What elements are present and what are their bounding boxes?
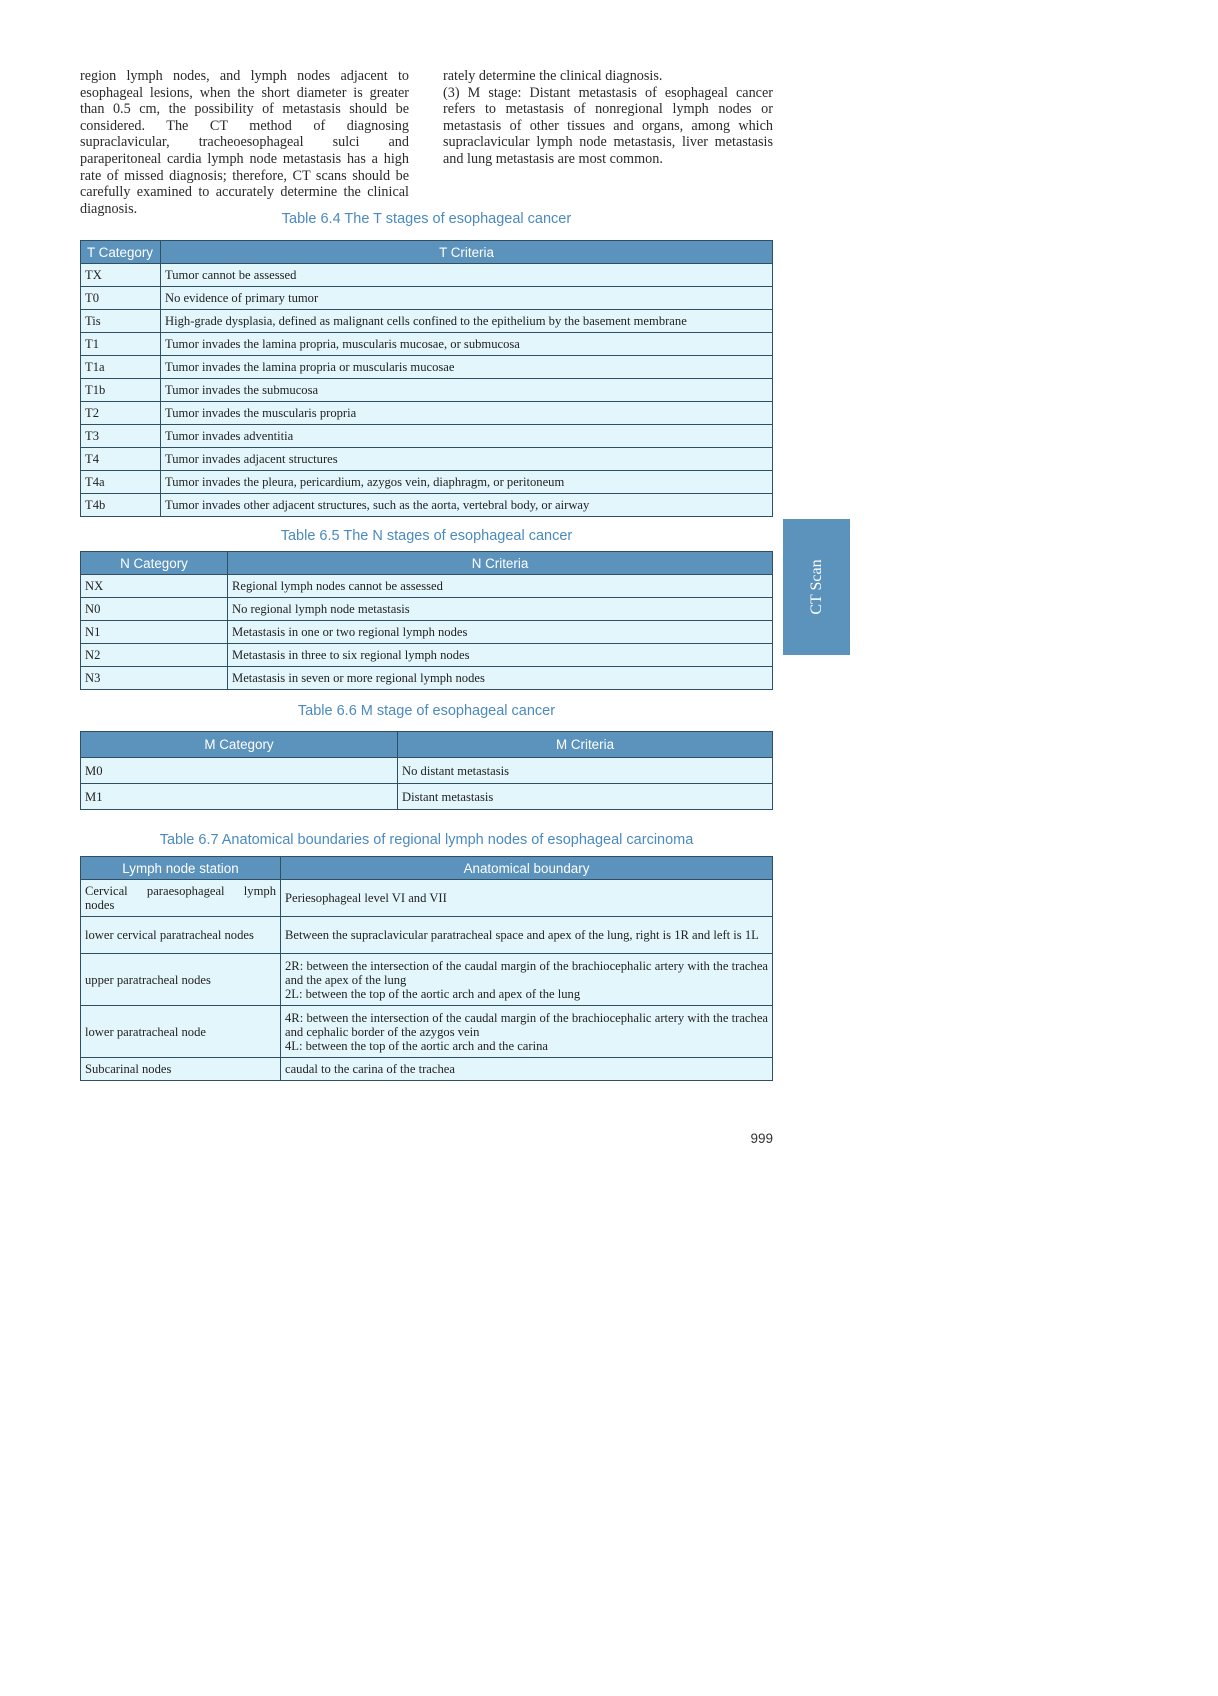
m-category-header: M Category (81, 732, 398, 758)
t-stage-row (81, 402, 773, 425)
lymph-node-row (81, 1058, 773, 1081)
left-paragraph: region lymph nodes, and lymph nodes adjacent to esophageal lesions, when the short diameter is greater than 0.5 cm, the possibility of metastasis should be considered. The CT method of diagnosing supraclavicular, tracheoesophageal sulci and paraperitoneal cardia lymph node metastasis has a high rate of missed diagnosis; therefore, CT scans should be carefully examined to accurately determine the clinical diagnosis. (80, 68, 409, 217)
m-stage-paragraph: (3) M stage: Distant metastasis of esophageal cancer refers to metastasis of nonregional lymph nodes or metastasis of other tissues and organs, among which supraclavicular lymph node metastasis, liver metastasis and lung metastasis are most common. (443, 84, 773, 167)
t-stage-row (81, 379, 773, 402)
table-6-6-caption: Table 6.6 M stage of esophageal cancer (297, 703, 556, 719)
t-stage-criteria-cell: No evidence of primary tumor (161, 287, 773, 310)
t-stage-criteria-cell: Tumor invades the lamina propria, muscularis mucosae, or submucosa (161, 333, 773, 356)
t-stage-category-cell: T0 (81, 287, 161, 310)
lymph-node-row (81, 1006, 773, 1058)
m-stage-criteria-cell: No distant metastasis (398, 758, 773, 784)
t-stage-row (81, 310, 773, 333)
n-stage-row (81, 667, 773, 690)
n-stage-criteria-cell: Regional lymph nodes cannot be assessed (228, 575, 773, 598)
right-paragraph (443, 68, 773, 85)
m-stage-category-cell: M1 (81, 784, 398, 810)
t-stage-criteria-cell: Tumor invades adventitia (161, 425, 773, 448)
lymph-station-cell: upper paratracheal nodes (81, 954, 281, 1006)
boundary-line: 4R: between the intersection of the caudal margin of the brachiocephalic artery with the trachea and cephalic border of the azygos vein (285, 1010, 768, 1039)
n-stage-row (81, 644, 773, 667)
t-stage-row (81, 356, 773, 379)
t-stage-criteria-cell: Tumor invades the submucosa (161, 379, 773, 402)
n-stage-row (81, 621, 773, 644)
boundary-line: Periesophageal level VI and VII (285, 891, 447, 905)
t-stage-table (80, 240, 773, 517)
n-stage-criteria-cell: Metastasis in seven or more regional lymph nodes (228, 667, 773, 690)
boundary-line: caudal to the carina of the trachea (285, 1062, 455, 1076)
n-stage-category-cell: N3 (81, 667, 228, 690)
ct-scan-side-tab (783, 519, 850, 655)
side-tab-label: CT Scan (807, 559, 825, 615)
t-category-header: T Category (81, 241, 161, 264)
n-stage-category-cell: N0 (81, 598, 228, 621)
n-stage-criteria-cell: No regional lymph node metastasis (228, 598, 773, 621)
n-stage-category-cell: N2 (81, 644, 228, 667)
n-stage-category-cell: NX (81, 575, 228, 598)
m-stage-table (80, 731, 773, 810)
t-stage-category-cell: TX (81, 264, 161, 287)
t-stage-category-cell: T1a (81, 356, 161, 379)
lymph-station-header: Lymph node station (81, 857, 281, 880)
t-stage-criteria-cell: Tumor invades the pleura, pericardium, azygos vein, diaphragm, or peritoneum (161, 471, 773, 494)
t-stage-category-cell: T1 (81, 333, 161, 356)
table-6-4-caption: Table 6.4 The T stages of esophageal cancer (281, 211, 572, 227)
n-stage-row (81, 598, 773, 621)
t-criteria-header: T Criteria (161, 241, 773, 264)
lymph-node-row (81, 880, 773, 917)
n-stage-criteria-cell: Metastasis in one or two regional lymph nodes (228, 621, 773, 644)
m-stage-row (81, 784, 773, 810)
t-stage-category-cell: T4a (81, 471, 161, 494)
boundary-line: 2R: between the intersection of the caudal margin of the brachiocephalic artery with the trachea and the apex of the lung (285, 958, 768, 987)
n-category-header: N Category (81, 552, 228, 575)
t-stage-row (81, 448, 773, 471)
n-stage-category-cell: N1 (81, 621, 228, 644)
m-stage-row (81, 758, 773, 784)
t-stage-row (81, 425, 773, 448)
n-stage-row (81, 575, 773, 598)
t-stage-category-cell: Tis (81, 310, 161, 333)
t-stage-row (81, 471, 773, 494)
anatomical-boundary-header: Anatomical boundary (281, 857, 773, 880)
t-stage-criteria-cell: Tumor invades the muscularis propria (161, 402, 773, 425)
t-stage-criteria-cell: Tumor invades the lamina propria or muscularis mucosae (161, 356, 773, 379)
m-criteria-header: M Criteria (398, 732, 773, 758)
t-stage-criteria-cell: High-grade dysplasia, defined as malignant cells confined to the epithelium by the basement membrane (161, 310, 773, 333)
t-stage-category-cell: T4b (81, 494, 161, 517)
lymph-node-table (80, 856, 773, 1081)
n-stage-table (80, 551, 773, 690)
t-stage-category-cell: T3 (81, 425, 161, 448)
t-stage-row (81, 494, 773, 517)
t-stage-row (81, 333, 773, 356)
t-stage-row (81, 264, 773, 287)
page-number: 999 (750, 1131, 773, 1146)
n-criteria-header: N Criteria (228, 552, 773, 575)
lymph-node-row (81, 954, 773, 1006)
lymph-station-cell: Subcarinal nodes (81, 1058, 281, 1081)
left-column-text (80, 68, 409, 217)
right-column-text (443, 68, 773, 168)
m-stage-criteria-cell: Distant metastasis (398, 784, 773, 810)
lymph-station-cell: lower paratracheal node (81, 1006, 281, 1058)
lymph-node-row (81, 917, 773, 954)
lymph-station-cell: Cervical paraesophageal lymph nodes (81, 880, 281, 917)
t-stage-category-cell: T1b (81, 379, 161, 402)
boundary-line: 2L: between the top of the aortic arch and apex of the lung (285, 986, 581, 1001)
anatomical-boundary-cell (281, 917, 773, 954)
boundary-line: Between the supraclavicular paratracheal space and apex of the lung, right is 1R and left is 1L (285, 928, 759, 942)
t-stage-row (81, 287, 773, 310)
table-6-5-caption: Table 6.5 The N stages of esophageal cancer (280, 528, 573, 544)
t-stage-criteria-cell: Tumor invades other adjacent structures, such as the aorta, vertebral body, or airway (161, 494, 773, 517)
t-stage-category-cell: T2 (81, 402, 161, 425)
t-stage-category-cell: T4 (81, 448, 161, 471)
m-stage-category-cell: M0 (81, 758, 398, 784)
boundary-line: 4L: between the top of the aortic arch and the carina (285, 1038, 548, 1053)
anatomical-boundary-cell (281, 1006, 773, 1058)
anatomical-boundary-cell (281, 1058, 773, 1081)
n-stage-criteria-cell: Metastasis in three to six regional lymph nodes (228, 644, 773, 667)
t-stage-criteria-cell: Tumor invades adjacent structures (161, 448, 773, 471)
anatomical-boundary-cell (281, 880, 773, 917)
lymph-station-cell: lower cervical paratracheal nodes (81, 917, 281, 954)
t-stage-criteria-cell: Tumor cannot be assessed (161, 264, 773, 287)
anatomical-boundary-cell (281, 954, 773, 1006)
right-first-line: rately determine the clinical diagnosis. (443, 68, 663, 84)
table-6-7-caption: Table 6.7 Anatomical boundaries of regional lymph nodes of esophageal carcinoma (159, 832, 694, 848)
